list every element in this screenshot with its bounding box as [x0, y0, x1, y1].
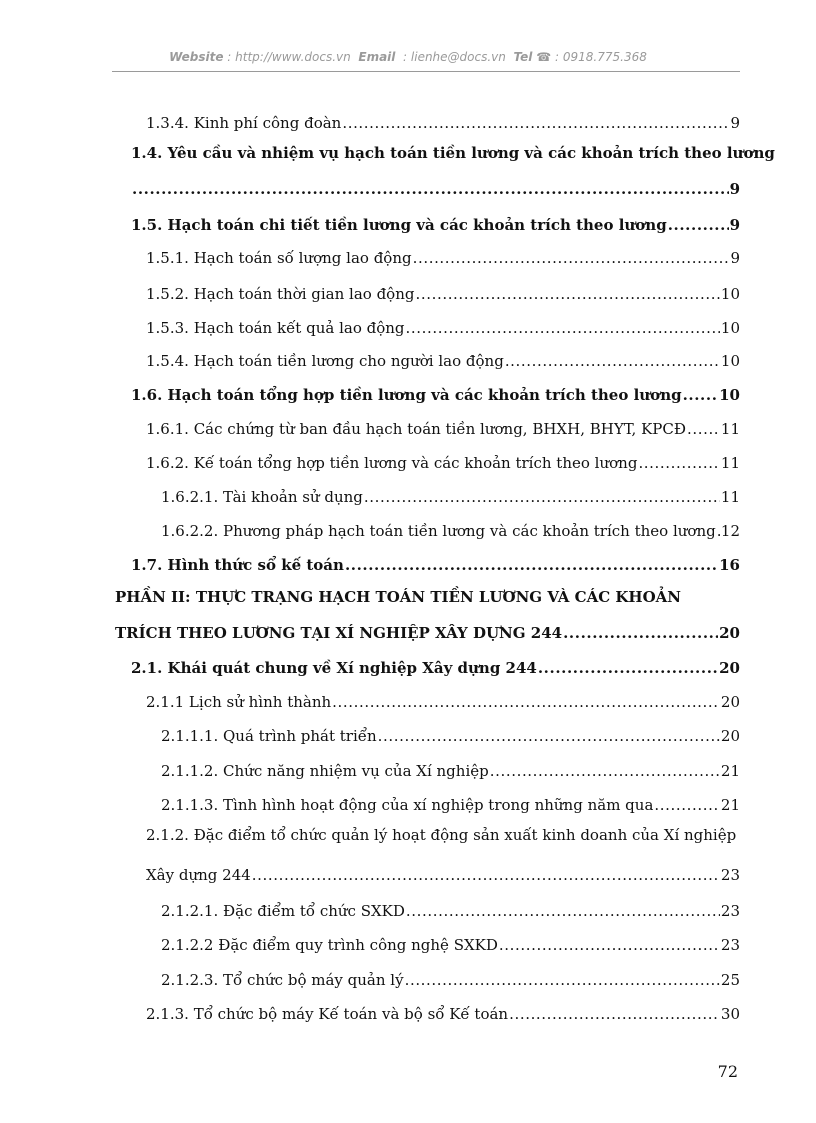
toc-entry: 2.1.3. Tổ chức bộ máy Kế toán và bộ sổ Kế toán ..... 30 [146, 999, 740, 1023]
header-rule [112, 71, 740, 72]
toc-entry: 1.6.2.2. Phương pháp hạch toán tiền lương và các khoản trích theo lương ..... 12 [161, 516, 740, 540]
toc-entry: 2.1.1.1. Quá trình phát triển ..... 20 [161, 721, 740, 745]
website-label: Website [169, 50, 224, 64]
email-label: Email [358, 50, 396, 64]
toc-entry: 1.7. Hình thức sổ kế toán ..... 16 [131, 550, 740, 574]
page-number: 72 [717, 1062, 738, 1081]
toc-entry: 2.1.1.3. Tình hình hoạt động của xí nghiệp trong những năm qua ..... 21 [161, 790, 740, 814]
page-header [0, 50, 816, 64]
tel-label: Tel [513, 50, 533, 64]
toc-entry-line1: 1.4. Yêu cầu và nhiệm vụ hạch toán tiền lương và các khoản trích theo lương [131, 144, 775, 162]
toc-entry: ..... 9 [131, 174, 740, 198]
toc-entry: 1.5.3. Hạch toán kết quả lao động ..... 10 [146, 313, 740, 337]
toc-entry: 1.6.2. Kế toán tổng hợp tiền lương và các khoản trích theo lương ..... 11 [146, 448, 740, 472]
toc-entry: 1.5.2. Hạch toán thời gian lao động ..... 10 [146, 279, 740, 303]
toc-entry: 1.6. Hạch toán tổng hợp tiền lương và các khoản trích theo lương ..... 10 [131, 380, 740, 404]
toc-entry: 2.1.2.3. Tổ chức bộ máy quản lý ..... 25 [161, 965, 740, 989]
toc-entry-line1: PHẦN II: THỰC TRẠNG HẠCH TOÁN TIỀN LƯƠNG VÀ CÁC KHOẢN [115, 588, 682, 606]
toc-entry: 2.1.1 Lịch sử hình thành ..... 20 [146, 687, 740, 711]
toc-entry: 1.5. Hạch toán chi tiết tiền lương và các khoản trích theo lương ..... 9 [131, 210, 740, 234]
website-value: : http://www.docs.vn [227, 50, 351, 64]
tel-value: ☎ : 0918.775.368 [536, 50, 647, 64]
toc-entry: Xây dựng 244 ..... 23 [146, 860, 740, 884]
toc-entry: 2.1.1.2. Chức năng nhiệm vụ của Xí nghiệp ..... 21 [161, 756, 740, 780]
toc-entry: 1.3.4. Kinh phí công đoàn ..... 9 [146, 108, 740, 132]
toc-entry: 1.6.1. Các chứng từ ban đầu hạch toán tiền lương, BHXH, BHYT, KPCĐ ..... 11 [146, 414, 740, 438]
toc-entry: 1.5.1. Hạch toán số lượng lao động ..... 9 [146, 243, 740, 267]
toc-entry: 1.6.2.1. Tài khoản sử dụng ..... 11 [161, 482, 740, 506]
toc-entry: TRÍCH THEO LƯƠNG TẠI XÍ NGHIỆP XÂY DỰNG 244 ..... 20 [115, 618, 740, 642]
toc-entry-line1: 2.1.2. Đặc điểm tổ chức quản lý hoạt động sản xuất kinh doanh của Xí nghiệp [146, 826, 737, 844]
toc-entry: 1.5.4. Hạch toán tiền lương cho người lao động ..... 10 [146, 346, 740, 370]
email-value: : lienhe@docs.vn [403, 50, 506, 64]
toc-entry: 2.1.2.2 Đặc điểm quy trình công nghệ SXKD ..... 23 [161, 930, 740, 954]
toc-entry: 2.1.2.1. Đặc điểm tổ chức SXKD ..... 23 [161, 896, 740, 920]
toc-entry: 2.1. Khái quát chung về Xí nghiệp Xây dựng 244 ..... 20 [131, 653, 740, 677]
